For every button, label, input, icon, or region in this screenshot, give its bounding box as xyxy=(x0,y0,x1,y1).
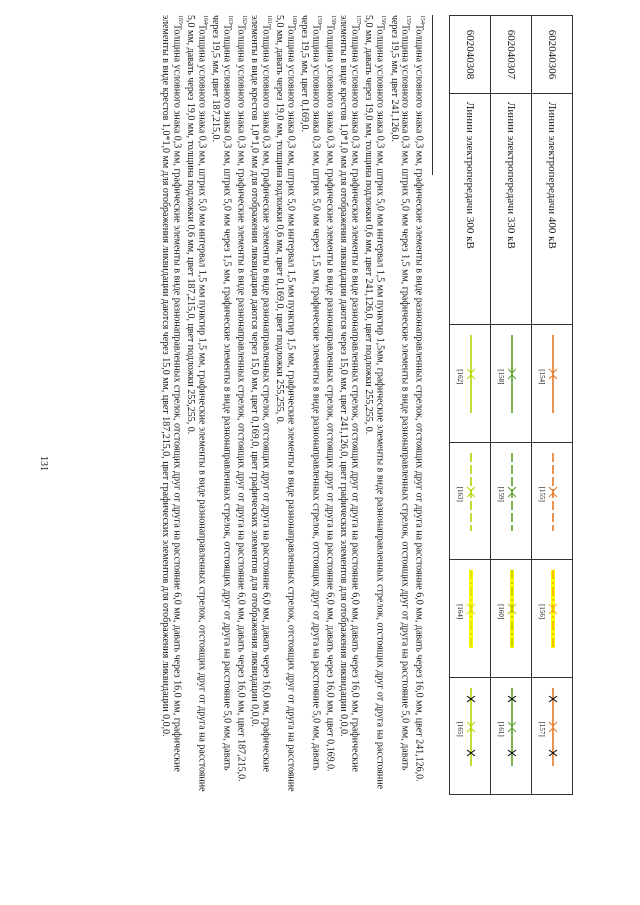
footnote xyxy=(274,15,299,795)
footnote-ref: [154] xyxy=(538,369,546,385)
footnote-ref: [162] xyxy=(456,369,464,385)
footnote xyxy=(388,15,413,795)
footnote-ref: [157] xyxy=(538,721,546,737)
footnote xyxy=(363,15,388,795)
line-symbol-cell xyxy=(450,677,491,794)
footnote-number: 159 xyxy=(316,15,323,24)
footnote-ref: [163] xyxy=(456,486,464,502)
line-symbol-cell xyxy=(450,560,491,677)
footnote-ref: [155] xyxy=(538,486,546,502)
footnote-text: Толщина условного знака 0,3 мм, штрих 5,0 мм интервал 1,5 мм пунктир 1,5 мм, графические элементы в виде разнонаправленных стрелок, отстоящих друг от друга на расстояние 5,0 мм, давать через 19,0 мм, толщина подложки 0,6 мм, цвет 0,169,0, цвет подложки 255,255, 0. xyxy=(274,15,297,792)
footnote xyxy=(413,15,427,795)
footnote-ref: [164] xyxy=(456,604,464,620)
footnote-number: 161 xyxy=(265,15,272,24)
footnote-number: 155 xyxy=(405,15,412,24)
footnote-text: Толщина условного знака 0,3 мм, графические элементы в виде разнонаправленных стрелок, отстоящих друг от друга на расстояние 6,0 мм, давать через 16,0 мм, цвет 241,126,0. xyxy=(413,24,425,782)
table-row xyxy=(532,16,573,795)
footnote-number: 154 xyxy=(419,15,425,24)
footnote xyxy=(338,15,363,795)
footnote-number: 162 xyxy=(240,15,247,24)
line-symbol-cell xyxy=(491,677,532,794)
line-symbol-cell xyxy=(491,560,532,677)
row-name: Линии электропередачи 400 кВ xyxy=(532,93,573,324)
line-symbol-cell xyxy=(450,442,491,559)
footnote-text: Толщина условного знака 0,3 мм, графические элементы в виде разнонаправленных стрелок, отстоящих друг от друга на расстояние 6,0 мм, давать через 16,0 мм, графические элементы в виде крестов 1,0*1,0 мм для отображения ликвидации даются через 15,0 мм, цвет 187,215,0, цвет графических элементов для отображения ликвидации 0,0,0. xyxy=(159,15,183,772)
footnote xyxy=(185,15,210,795)
footnote-ref: [165] xyxy=(456,721,464,737)
footnote xyxy=(210,15,235,795)
row-code: 602040306 xyxy=(532,16,573,94)
footnote-ref: [160] xyxy=(497,604,505,620)
footnote-ref: [156] xyxy=(538,604,546,620)
footnote xyxy=(235,15,249,795)
footnote-number: 165 xyxy=(176,15,183,24)
row-name: Линии электропередачи 300 кВ xyxy=(450,93,491,324)
footnote-text: Толщина условного знака 0,3 мм, графические элементы в виде разнонаправленных стрелок, отстоящих друг от друга на расстояние 6,0 мм, давать через 16,0 мм, цвет 0,169,0. xyxy=(324,24,336,772)
footnote-text: Толщина условного знака 0,3 мм, графические элементы в виде разнонаправленных стрелок, отстоящих друг от друга на расстояние 6,0 мм, давать через 16,0 мм, цвет 187,215,0. xyxy=(235,24,247,782)
footnote-number: 163 xyxy=(226,15,233,24)
row-code: 602040307 xyxy=(491,16,532,94)
footnote-text: Толщина условного знака 0,3 мм, штрих 5,0 мм интервал 1,5 мм пунктир 1,5 мм, графические элементы в виде разнонаправленных стрелок, отстоящих друг от друга на расстояние 5,0 мм, давать через 19,0 мм, толщина подложки 0,6 мм, цвет 187,215,0, цвет подложки 255,255, 0. xyxy=(185,15,208,792)
footnote-number: 157 xyxy=(354,15,361,24)
symbol-table xyxy=(449,15,573,795)
line-symbol-cell xyxy=(532,325,573,442)
line-symbol-cell xyxy=(532,442,573,559)
line-symbol-cell xyxy=(491,442,532,559)
footnote-text: Толщина условного знака 0,3 мм, штрих 5,0 мм интервал 1,5 мм пунктир 1,5мм, графические элементы в виде разнонаправленных стрелок, отстоящих друг от друга на расстояние 5,0 мм, давать через 19,0 мм, толщина подложки 0,6 мм, цвет 241,126,0, цвет подложки 255,255, 0. xyxy=(363,15,386,790)
row-code: 602040308 xyxy=(450,16,491,94)
page-number: 131 xyxy=(38,456,49,471)
footnote-ref: [159] xyxy=(497,486,505,502)
footnote xyxy=(324,15,338,795)
footnote-text: Толщина условного знака 0,3 мм, штрих 5,0 мм через 1,5 мм, графические элементы в виде разнонаправленных стрелок, отстоящих друг от друга на расстояние 5,0 мм, давать через 19,5 мм, цвет 241,126,0. xyxy=(388,15,411,771)
line-symbol-cell xyxy=(532,560,573,677)
footnote-number: 158 xyxy=(329,15,336,24)
rotated-page-content xyxy=(13,15,573,795)
line-symbol-cell xyxy=(532,677,573,794)
footnote xyxy=(160,15,185,795)
line-symbol-cell xyxy=(450,325,491,442)
footnote-ref: [161] xyxy=(497,721,505,737)
footnote-separator xyxy=(432,15,433,175)
footnote-number: 160 xyxy=(290,15,297,24)
row-name: Линии электропередачи 330 кВ xyxy=(491,93,532,324)
footnote-number: 156 xyxy=(380,15,387,24)
footnote-text: Толщина условного знака 0,3 мм, штрих 5,0 мм через 1,5 мм, графические элементы в виде разнонаправленных стрелок, отстоящих друг от друга на расстояние 5,0 мм, давать через 19,5 мм, цвет 187,215,0. xyxy=(210,15,233,771)
footnote-text: Толщина условного знака 0,3 мм, графические элементы в виде разнонаправленных стрелок, отстоящих друг от друга на расстояние 6,0 мм, давать через 16,0 мм, графические элементы в виде крестов 1,0*1,0 мм для отображения ликвидации даются через 15,0 мм, цвет 0,169,0, цвет графических элементов для отображения ликвидации 0,0,0. xyxy=(249,15,272,772)
footnote-ref: [158] xyxy=(497,369,505,385)
footnote xyxy=(249,15,274,795)
footnote-text: Толщина условного знака 0,3 мм, графические элементы в виде разнонаправленных стрелок, отстоящих друг от друга на расстояние 6,0 мм, давать через 16,0 мм, графические элементы в виде крестов 1,0*1,0 мм для отображения ликвидации даются через 15,0 мм, цвет 241,126,0, цвет графических элементов для отображения ликвидации 0,0,0. xyxy=(338,15,361,772)
footnote-number: 164 xyxy=(201,15,208,24)
footnotes xyxy=(160,15,427,795)
footnote-text: Толщина условного знака 0,3 мм, штрих 5,0 мм через 1,5 мм, графические элементы в виде разнонаправленных стрелок, отстоящих друг от друга на расстояние 5,0 мм, давать через 19,5 мм, цвет 0,169,0. xyxy=(299,15,322,771)
table-row xyxy=(450,16,491,795)
table-row xyxy=(491,16,532,795)
footnote xyxy=(299,15,324,795)
line-symbol-cell xyxy=(491,325,532,442)
